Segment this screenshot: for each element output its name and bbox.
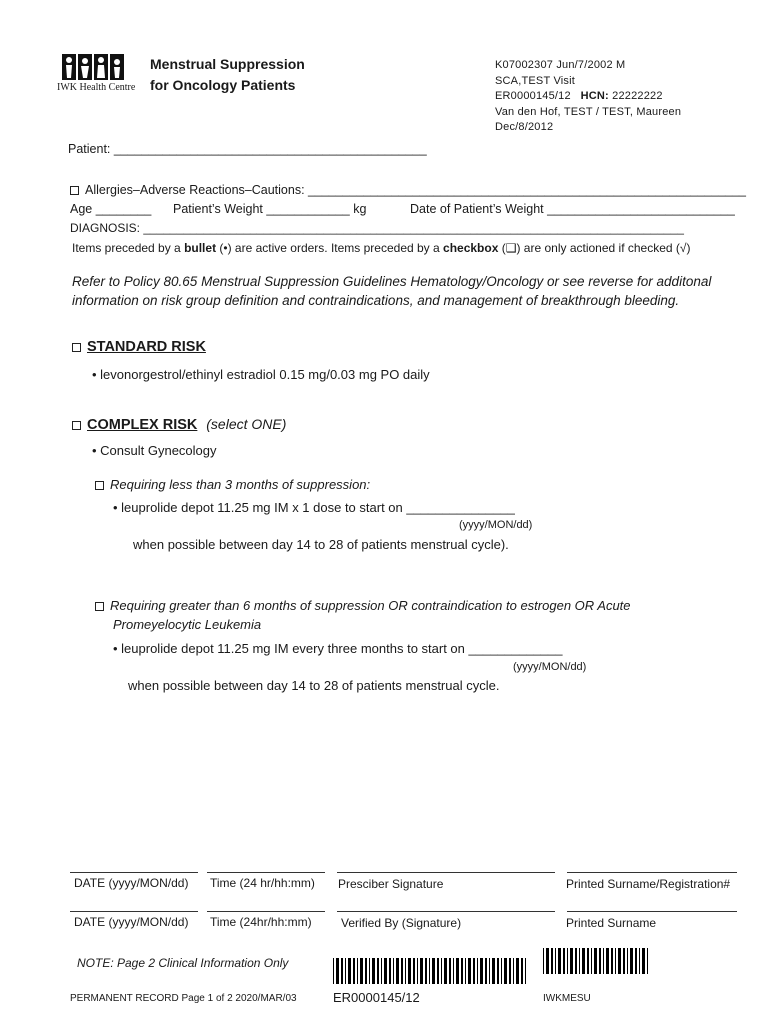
- barcode-bar: [348, 958, 351, 984]
- barcode-bar: [468, 958, 471, 984]
- barcode-bar: [615, 948, 616, 974]
- patient-id-line: K07002307 Jun/7/2002 M: [495, 59, 626, 71]
- allergies-row: [70, 183, 746, 197]
- barcode-bar: [485, 958, 487, 984]
- hcn-value: 22222222: [612, 90, 663, 102]
- barcode-bar: [396, 958, 399, 984]
- barcode-bar: [341, 958, 343, 984]
- barcode-bar: [504, 958, 507, 984]
- standard-risk-title: STANDARD RISK: [87, 339, 206, 355]
- patient-field[interactable]: Patient: _____________________________________________: [68, 142, 427, 156]
- barcode-bar: [444, 958, 447, 984]
- standard-risk-order: • levonorgestrol/ethinyl estradiol 0.15 mg/0.03 mg PO daily: [92, 367, 430, 382]
- complex-risk-header: [72, 416, 286, 434]
- barcode-bar: [477, 958, 478, 984]
- date-line: Dec/8/2012: [495, 121, 554, 133]
- barcode-bar: [635, 948, 637, 974]
- legend-text-3: (❑) are only actioned if checked (√): [498, 241, 691, 255]
- legend-checkbox-word: checkbox: [443, 241, 499, 255]
- encounter-number: ER0000145/12: [495, 90, 571, 102]
- barcode-bar: [570, 948, 573, 974]
- barcode-bar: [582, 948, 585, 974]
- barcode-bar: [509, 958, 511, 984]
- barcode-bar: [441, 958, 442, 984]
- age-field[interactable]: Age ________: [70, 202, 152, 216]
- permanent-record-label: PERMANENT RECORD Page 1 of 2 2020/MAR/03: [70, 993, 297, 1004]
- verify-date-line[interactable]: [70, 911, 198, 912]
- barcode-bar: [558, 948, 561, 974]
- barcode-bar: [333, 958, 334, 984]
- option1-when: when possible between day 14 to 28 of patients menstrual cycle).: [133, 537, 509, 552]
- weight-field[interactable]: Patient’s Weight ____________ kg: [173, 202, 367, 216]
- barcode-bar: [594, 948, 597, 974]
- date-signature-line[interactable]: [70, 872, 198, 873]
- printed-surname-label: Printed Surname: [566, 916, 657, 930]
- barcode-bar: [521, 958, 523, 984]
- form-title: [150, 54, 305, 96]
- barcode-bar: [591, 948, 592, 974]
- barcode-bar: [413, 958, 415, 984]
- barcode-bar: [555, 948, 556, 974]
- barcode-bar: [623, 948, 625, 974]
- barcode-bar: [405, 958, 406, 984]
- barcode-bar: [453, 958, 454, 984]
- barcode-bar: [345, 958, 346, 984]
- barcode-bar: [639, 948, 640, 974]
- legend-text-2: (•) are active orders. Items preceded by a: [216, 241, 444, 255]
- barcode-bar: [420, 958, 423, 984]
- option1-label: Requiring less than 3 months of suppression:: [110, 477, 371, 492]
- barcode-bar: [365, 958, 367, 984]
- option2-label-line1: Requiring greater than 6 months of suppression OR contraindication to estrogen OR Acute: [110, 598, 631, 613]
- barcode-bar: [489, 958, 490, 984]
- option-greater-than-6-months: [95, 596, 631, 634]
- barcode-bar: [401, 958, 403, 984]
- barcode-bar: [647, 948, 648, 974]
- barcode-bar: [336, 958, 339, 984]
- legend-text-1: Items preceded by a: [72, 241, 185, 255]
- time-signature-line[interactable]: [207, 872, 325, 873]
- page2-note: NOTE: Page 2 Clinical Information Only: [77, 956, 289, 970]
- barcode-bar: [497, 958, 499, 984]
- verify-time-label: Time (24hr/hh:mm): [210, 915, 312, 929]
- barcode-bar: [546, 948, 549, 974]
- barcode-bar: [516, 958, 519, 984]
- option2-label-line2: Promeyelocytic Leukemia: [113, 617, 262, 632]
- barcode-bar: [627, 948, 628, 974]
- barcode-bar: [599, 948, 601, 974]
- option2-order[interactable]: • leuprolide depot 11.25 mg IM every three months to start on _____________: [113, 641, 563, 656]
- verified-by-label: Verified By (Signature): [341, 916, 462, 930]
- logo-name: IWK Health Centre: [57, 82, 136, 93]
- barcode-bar: [465, 958, 466, 984]
- standard-risk-checkbox[interactable]: [72, 343, 81, 352]
- encounter-line: [495, 89, 681, 105]
- encounter-barcode-icon: [333, 958, 526, 984]
- order-legend: [72, 241, 690, 255]
- barcode-bar: [587, 948, 589, 974]
- physician-line: Van den Hof, TEST / TEST, Maureen: [495, 105, 682, 118]
- weight-date-field[interactable]: Date of Patient’s Weight ___________________________: [410, 202, 735, 216]
- verify-time-line[interactable]: [207, 911, 325, 912]
- barcode-bar: [606, 948, 609, 974]
- barcode-bar: [425, 958, 427, 984]
- option2-checkbox[interactable]: [95, 602, 104, 611]
- barcode-bar: [456, 958, 459, 984]
- verify-surname-line[interactable]: [567, 911, 737, 912]
- barcode-bar: [473, 958, 475, 984]
- allergies-checkbox[interactable]: [70, 186, 79, 195]
- barcode-bar: [525, 958, 526, 984]
- visit-line: SCA,TEST Visit: [495, 74, 576, 87]
- barcode-bar: [381, 958, 382, 984]
- barcode-bar: [603, 948, 604, 974]
- verified-by-line[interactable]: [337, 911, 555, 912]
- barcode-bar: [393, 958, 394, 984]
- barcode-bar: [575, 948, 577, 974]
- barcode-bar: [449, 958, 451, 984]
- barcode-bar: [480, 958, 483, 984]
- complex-risk-select: (select ONE): [206, 416, 287, 432]
- diagnosis-field[interactable]: DIAGNOSIS: _________________________________________________________________________________: [70, 221, 684, 235]
- option2-date-hint: (yyyy/MON/dd): [513, 661, 587, 673]
- complex-risk-title: COMPLEX RISK: [87, 417, 198, 433]
- barcode-bar: [630, 948, 633, 974]
- barcode-bar: [429, 958, 430, 984]
- barcode-bar: [389, 958, 391, 984]
- option-less-than-3-months: [95, 477, 370, 492]
- option1-date-hint: (yyyy/MON/dd): [459, 519, 533, 531]
- option2-when: when possible between day 14 to 28 of patients menstrual cycle.: [128, 678, 500, 693]
- barcode-bar: [563, 948, 565, 974]
- barcode-bar: [501, 958, 502, 984]
- barcode-bar: [360, 958, 363, 984]
- barcode-bar: [384, 958, 387, 984]
- form-barcode-icon: [543, 948, 648, 974]
- complex-risk-checkbox[interactable]: [72, 421, 81, 430]
- legend-bullet-word: bullet: [184, 241, 217, 255]
- option1-checkbox[interactable]: [95, 481, 104, 490]
- prescriber-signature-label: Presciber Signature: [338, 877, 444, 891]
- allergies-field[interactable]: Allergies–Adverse Reactions–Cautions: _______________________________________________________________: [85, 183, 747, 197]
- barcode-bar: [408, 958, 411, 984]
- barcode-bar: [543, 948, 544, 974]
- barcode1-text: ER0000145/12: [333, 990, 420, 1005]
- prescriber-signature-line[interactable]: [337, 872, 555, 873]
- barcode-bar: [369, 958, 370, 984]
- barcode-bar: [618, 948, 621, 974]
- barcode-bar: [567, 948, 568, 974]
- barcode-bar: [611, 948, 613, 974]
- printed-surname-registration-label: Printed Surname/Registration#: [566, 877, 731, 891]
- barcode-bar: [461, 958, 463, 984]
- surname-signature-line[interactable]: [567, 872, 737, 873]
- barcode-bar: [432, 958, 435, 984]
- title-line-1: Menstrual Suppression: [150, 56, 305, 72]
- time-label: Time (24 hr/hh:mm): [210, 876, 315, 890]
- barcode-bar: [492, 958, 495, 984]
- barcode-bar: [417, 958, 418, 984]
- option1-order[interactable]: • leuprolide depot 11.25 mg IM x 1 dose to start on _______________: [113, 500, 515, 515]
- date-label: DATE (yyyy/MON/dd): [74, 876, 189, 890]
- barcode-bar: [551, 948, 553, 974]
- barcode-bar: [377, 958, 379, 984]
- policy-note: Refer to Policy 80.65 Menstrual Suppression Guidelines Hematology/Oncology or see reverse for additonal information on risk group definition and contraindications, and management of breakthrough bleeding.: [72, 274, 712, 308]
- barcode-bar: [579, 948, 580, 974]
- barcode2-text: IWKMESU: [543, 993, 591, 1004]
- standard-risk-header: [72, 338, 206, 356]
- verify-date-label: DATE (yyyy/MON/dd): [74, 915, 189, 929]
- barcode-bar: [642, 948, 645, 974]
- consult-gynecology-order: • Consult Gynecology: [92, 443, 217, 458]
- patient-label-block: [495, 58, 681, 136]
- barcode-bar: [372, 958, 375, 984]
- barcode-bar: [357, 958, 358, 984]
- barcode-bar: [437, 958, 439, 984]
- barcode-bar: [353, 958, 355, 984]
- title-line-2: for Oncology Patients: [150, 77, 296, 93]
- hcn-label: HCN:: [580, 90, 609, 102]
- barcode-bar: [513, 958, 514, 984]
